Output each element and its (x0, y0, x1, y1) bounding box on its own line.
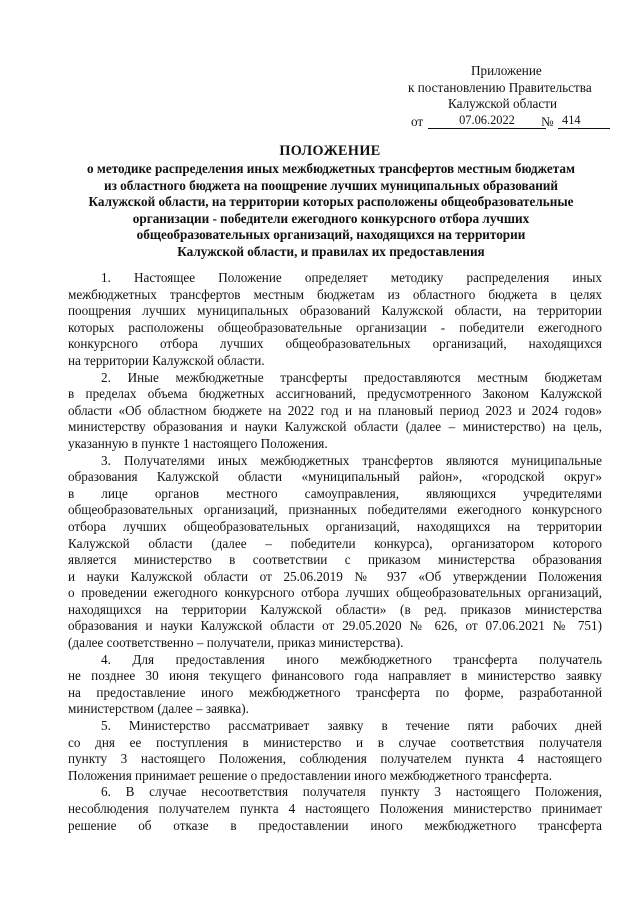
subtitle-line: Калужской области, на территории которых расположены общеобразовательные (88, 194, 574, 210)
subtitle-line: организации - победители ежегодного конкурсного отбора лучших (132, 210, 530, 226)
paragraph-line: межбюджетных трансфертов местным бюджетам из областного бюджета в целях (68, 286, 602, 302)
paragraph-line: 1. Настоящее Положение определяет методику распределения иных (101, 270, 602, 285)
paragraph-line: (далее соответственно – получатели, приказ министерства). (68, 635, 404, 651)
paragraph-line: со дня ее поступления в министерство и в случае соответствия получателя (68, 734, 602, 750)
paragraph-line: образования Калужской области «муниципальный район», «городской округ» (68, 469, 602, 485)
paragraph-6 (68, 784, 602, 834)
paragraph-line: указанную в пункте 1 настоящего Положения. (68, 435, 328, 451)
paragraph-line: общеобразовательных организаций, признанных победителями ежегодного конкурсного (68, 502, 602, 518)
document-title: ПОЛОЖЕНИЕ (279, 143, 381, 159)
paragraph-line: 2. Иные межбюджетные трансферты предоставляются местным бюджетам (101, 369, 602, 385)
appendix-region: Калужской области (448, 96, 558, 111)
paragraph-line: находящихся на территории Калужской области» (в ред. приказов министерства (68, 601, 602, 617)
appendix-label: Приложение (471, 63, 542, 78)
paragraph-3 (68, 453, 602, 652)
appendix-block (393, 63, 623, 132)
paragraph-line: является министерство в соответствии с приказом министерства образования (68, 552, 602, 568)
paragraph-line: пункту 3 настоящего Положения, соблюдения получателем пункта 4 настоящего (68, 751, 602, 767)
resolution-number: 414 (558, 112, 610, 129)
resolution-date: 07.06.2022 (428, 112, 546, 129)
subtitle-line: из областного бюджета на поощрение лучших муниципальных образований (103, 177, 559, 193)
paragraph-line: 4. Для предоставления иного межбюджетного трансферта получатель (101, 651, 602, 667)
paragraph-line: Калужской области (далее – победители конкурса), организатором которого (68, 535, 602, 551)
paragraph-1 (68, 270, 602, 370)
number-label: № (541, 113, 554, 129)
appendix-date-line (393, 114, 623, 132)
paragraph-4 (68, 652, 602, 718)
subtitle-line: Калужской области, и правилах их предоставления (177, 243, 485, 259)
paragraph-line: решение об отказе в предоставлении иного межбюджетного трансферта (68, 817, 602, 833)
paragraph-line: и науки Калужской области от 25.06.2019 № 937 «Об утверждении Положения (68, 568, 602, 584)
paragraph-line: образования и науки Калужской области от 29.05.2020 № 626, от 07.06.2021 № 751) (68, 618, 602, 634)
paragraph-line: о проведении ежегодного конкурсного отбора лучших общеобразовательных организаций, (68, 585, 602, 601)
paragraph-line: министерством (далее – заявка). (68, 701, 249, 717)
paragraph-line: не позднее 30 июня текущего финансового года направляет в министерство заявку (68, 668, 602, 684)
paragraph-line: поощрения лучших муниципальных образований Калужской области, на территории (68, 303, 602, 319)
from-label: от (411, 113, 424, 129)
paragraph-line: 5. Министерство рассматривает заявку в течение пяти рабочих дней (101, 718, 602, 734)
paragraph-2 (68, 370, 602, 453)
paragraph-5 (68, 718, 602, 784)
paragraph-line: которых расположены общеобразовательные организации - победители ежегодного (68, 319, 602, 335)
subtitle-line: о методике распределения иных межбюджетных трансфертов местным бюджетам (87, 161, 575, 176)
paragraph-line: конкурсного отбора лучших общеобразовательных организаций, находящихся (68, 336, 602, 352)
paragraph-line: 6. В случае несоответствия получателя пункту 3 настоящего Положения, (101, 784, 602, 800)
subtitle-line: общеобразовательных организаций, находящихся на территории (136, 227, 526, 243)
paragraph-line: Положения принимает решение о предоставлении иного межбюджетного трансферта. (68, 767, 552, 783)
paragraph-line: министерству образования и науки Калужской области (далее – министерство) на цель, (68, 419, 602, 435)
appendix-resolution: к постановлению Правительства (408, 79, 592, 95)
document-subtitle (66, 161, 596, 261)
paragraph-line: в пределах объема бюджетных ассигнований, предусмотренного Законом Калужской (68, 386, 602, 402)
paragraph-line: несоблюдения получателем пункта 4 настоящего Положения министерство принимает (68, 801, 602, 816)
paragraph-line: 3. Получателями иных межбюджетных трансфертов являются муниципальные (101, 452, 602, 468)
paragraph-line: отбора лучших общеобразовательных организаций, находящихся на территории (68, 518, 602, 534)
paragraph-line: области «Об областном бюджете на 2022 год и на плановый период 2023 и 2024 годов» (68, 402, 602, 418)
paragraph-line: на территории Калужской области. (68, 352, 265, 368)
document-body (68, 270, 602, 834)
paragraph-line: на предоставление иного межбюджетного трансферта по форме, разработанной (68, 684, 602, 700)
paragraph-line: в лице органов местного самоуправления, являющихся учредителями (68, 485, 602, 501)
